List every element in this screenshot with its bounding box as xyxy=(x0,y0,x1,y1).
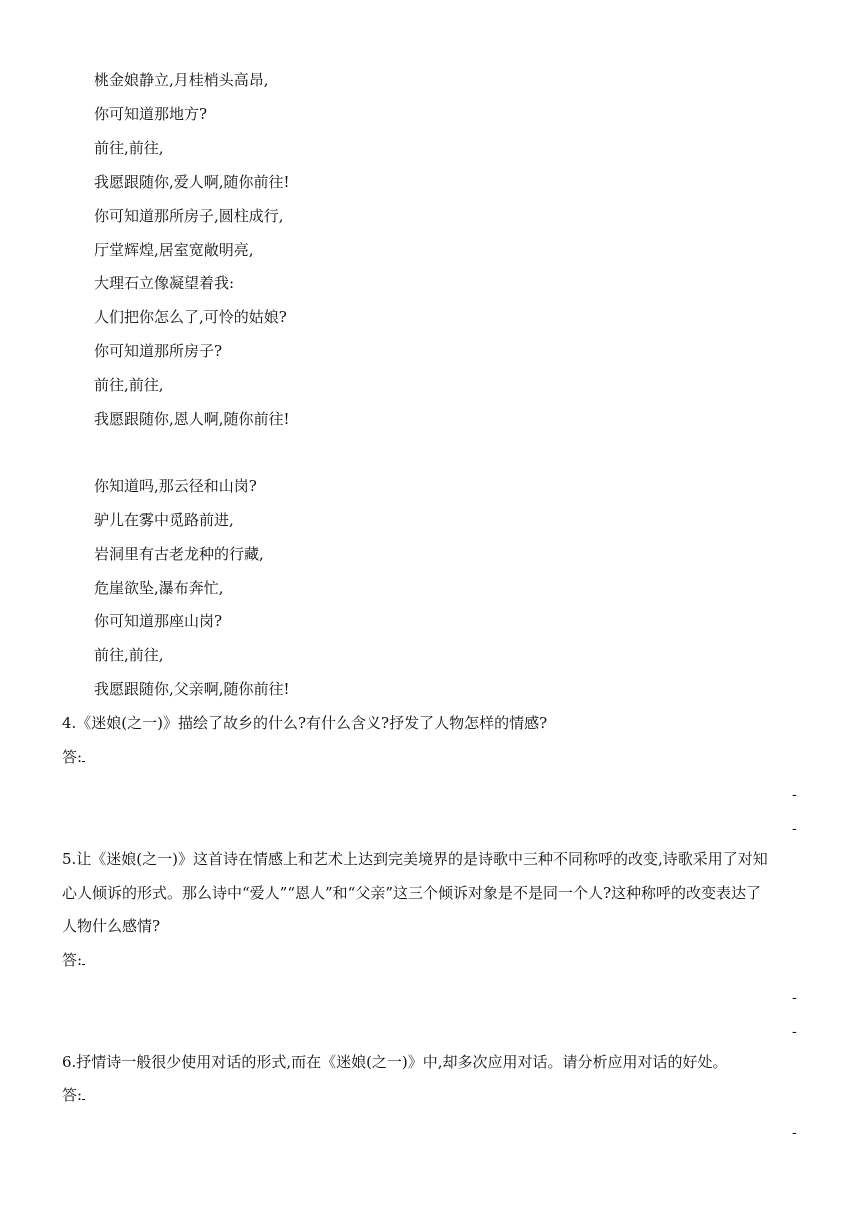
poem-line: 你可知道那座山岗? xyxy=(94,612,223,630)
poem-line: 桃金娘静立,月桂梢头高昂, xyxy=(94,71,269,89)
poem-line: 前往,前往, xyxy=(94,646,164,664)
answer-line-end: - xyxy=(792,787,797,803)
answer-label: 答: xyxy=(62,951,83,969)
answer-blank[interactable] xyxy=(82,950,85,965)
answer-line-end: - xyxy=(792,1125,797,1141)
poem-line: 我愿跟随你,恩人啊,随你前往! xyxy=(94,410,290,428)
poem-line: 驴儿在雾中觅路前进, xyxy=(94,511,234,529)
poem-line: 你可知道那所房子,圆柱成行, xyxy=(94,207,284,225)
poem-line: 厅堂辉煌,居室宽敞明亮, xyxy=(94,241,254,259)
question-5-line-2: 心人倾诉的形式。那么诗中“爱人”“恩人”和“父亲”这三个倾诉对象是不是同一个人?这种称呼的改变表达了 xyxy=(62,884,762,902)
answer-label: 答: xyxy=(62,748,83,766)
poem-line: 危崖欲坠,瀑布奔忙, xyxy=(94,579,224,597)
poem-line: 我愿跟随你,爱人啊,随你前往! xyxy=(94,173,290,191)
answer-row-4 xyxy=(62,747,85,767)
question-6: 6.抒情诗一般很少使用对话的形式,而在《迷娘(之一)》中,却多次应用对话。请分析应用对话的好处。 xyxy=(62,1053,728,1071)
answer-blank[interactable] xyxy=(82,747,85,762)
poem-line: 前往,前往, xyxy=(94,376,164,394)
answer-line-end: - xyxy=(792,821,797,837)
answer-row-6 xyxy=(62,1085,85,1105)
poem-line: 人们把你怎么了,可怜的姑娘? xyxy=(94,308,287,326)
poem-line: 前往,前往, xyxy=(94,139,164,157)
answer-label: 答: xyxy=(62,1086,83,1104)
answer-line-end: - xyxy=(792,990,797,1006)
question-4: 4.《迷娘(之一)》描绘了故乡的什么?有什么含义?抒发了人物怎样的情感? xyxy=(62,714,548,732)
poem-line: 你可知道那所房子? xyxy=(94,342,223,360)
poem-line: 你知道吗,那云径和山岗? xyxy=(94,477,257,495)
question-5-line-1: 5.让《迷娘(之一)》这首诗在情感上和艺术上达到完美境界的是诗歌中三种不同称呼的改变,诗歌采用了对知 xyxy=(62,850,768,868)
answer-blank[interactable] xyxy=(82,1085,85,1100)
poem-line: 我愿跟随你,父亲啊,随你前往! xyxy=(94,680,290,698)
answer-row-5 xyxy=(62,950,85,970)
poem-line: 岩洞里有古老龙种的行藏, xyxy=(94,545,264,563)
poem-line: 大理石立像凝望着我: xyxy=(94,274,235,292)
poem-line: 你可知道那地方? xyxy=(94,105,208,123)
answer-line-end: - xyxy=(792,1024,797,1040)
question-5-line-3: 人物什么感情? xyxy=(62,917,161,935)
